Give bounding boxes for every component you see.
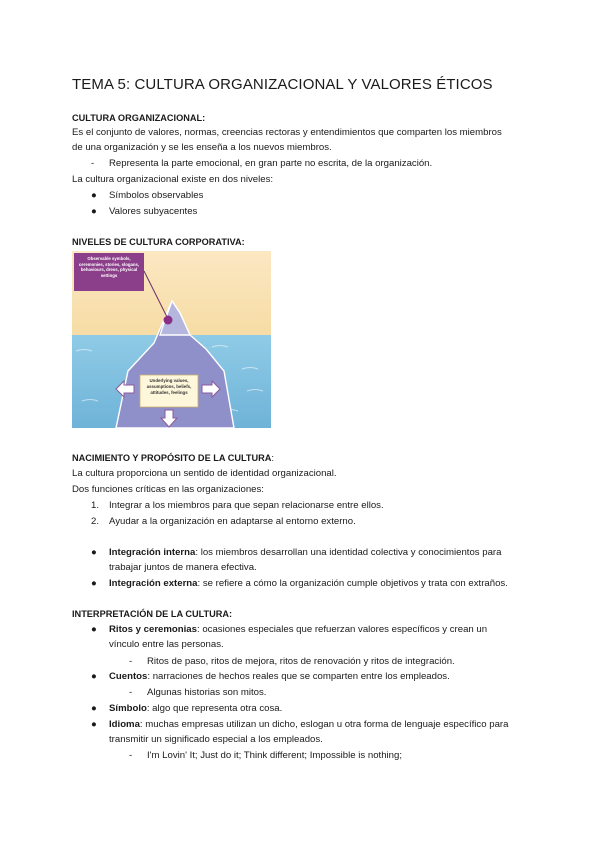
ritos-item	[109, 623, 487, 637]
dash-item: Representa la parte emocional, en gran parte no escrita, de la organización.	[109, 158, 433, 169]
definition-line-1: Es el conjunto de valores, normas, creencias rectoras y entendimientos que comparten los miembros	[72, 127, 502, 138]
section-heading-interpretacion: INTERPRETACIÓN DE LA CULTURA:	[72, 609, 233, 619]
definition-line-2: de una organización y se les enseña a los nuevos miembros.	[72, 142, 332, 153]
bullet-marker: ●	[91, 703, 97, 714]
integracion-interna-cont: trabajar juntos de manera efectiva.	[109, 562, 257, 573]
term-text: : los miembros desarrollan una identidad colectiva y conocimientos para	[195, 547, 502, 558]
number-marker: 2.	[91, 516, 100, 527]
observable-label: Observable symbols, ceremonies, stories, slogans, behaviours, dress, physical settings	[78, 256, 140, 278]
bullet-item: Símbolos observables	[109, 190, 204, 201]
bullet-marker: ●	[91, 578, 97, 589]
term-text: : narraciones de hechos reales que se comparten entre los empleados.	[147, 671, 450, 682]
term-label: Cuentos	[109, 671, 148, 682]
underlying-label: Underlying values, assumptions, beliefs, attitudes, feelings	[146, 378, 192, 395]
cuentos-item	[109, 670, 450, 684]
term-label: Símbolo	[109, 703, 147, 714]
idioma-sub: I'm Lovin' It; Just do it; Think different; Impossible is nothing;	[147, 750, 403, 761]
section-heading-cultura: CULTURA ORGANIZACIONAL:	[72, 113, 206, 123]
term-text: : se refiere a cómo la organización cumple objetivos y trata con extraños.	[197, 578, 508, 589]
term-label: Integración interna	[109, 547, 196, 558]
highlight-dot	[164, 316, 173, 325]
term-text: : muchas empresas utilizan un dicho, eslogan u otra forma de lenguaje específico para	[139, 719, 509, 730]
term-text: : algo que representa otra cosa.	[146, 703, 283, 714]
cuentos-sub: Algunas historias son mitos.	[147, 687, 267, 698]
number-marker: 1.	[91, 500, 100, 511]
idioma-cont: transmitir un significado especial a los empleados.	[109, 734, 323, 745]
functions-intro: Dos funciones críticas en las organizaciones:	[72, 484, 264, 495]
numbered-item: Integrar a los miembros para que sepan relacionarse entre ellos.	[109, 500, 384, 511]
dash-marker: -	[129, 687, 133, 698]
iceberg-figure	[72, 251, 271, 428]
term-label: Integración externa	[109, 578, 198, 589]
levels-intro: La cultura organizacional existe en dos niveles:	[72, 174, 274, 185]
identity-line: La cultura proporciona un sentido de identidad organizacional.	[72, 468, 337, 479]
section-heading-niveles: NIVELES DE CULTURA CORPORATIVA:	[72, 237, 245, 247]
bullet-marker: ●	[91, 190, 97, 201]
heading-text: NACIMIENTO Y PROPÓSITO DE LA CULTURA	[72, 453, 272, 463]
numbered-item: Ayudar a la organización en adaptarse al entorno externo.	[109, 516, 356, 527]
bullet-marker: ●	[91, 624, 97, 635]
integracion-externa	[109, 577, 508, 591]
term-text: : ocasiones especiales que refuerzan valores específicos y crean un	[196, 624, 488, 635]
dash-marker: -	[91, 158, 95, 169]
dash-marker: -	[129, 750, 133, 761]
bullet-marker: ●	[91, 719, 97, 730]
section-heading-nacimiento	[72, 451, 274, 466]
bullet-marker: ●	[91, 547, 97, 558]
simbolo-item	[109, 702, 282, 716]
term-label: Idioma	[109, 719, 140, 730]
bullet-marker: ●	[91, 206, 97, 217]
bullet-item: Valores subyacentes	[109, 206, 198, 217]
bullet-marker: ●	[91, 671, 97, 682]
iceberg-diagram	[72, 251, 271, 428]
dash-marker: -	[129, 656, 133, 667]
ritos-sub: Ritos de paso, ritos de mejora, ritos de renovación y ritos de integración.	[147, 656, 455, 667]
heading-colon: :	[271, 453, 275, 464]
ritos-cont: vínculo entre las personas.	[109, 639, 224, 650]
term-label: Ritos y ceremonias	[109, 624, 197, 635]
page-title: TEMA 5: CULTURA ORGANIZACIONAL Y VALORES ÉTICOS	[72, 76, 493, 93]
integracion-interna	[109, 546, 501, 560]
idioma-item	[109, 718, 508, 732]
